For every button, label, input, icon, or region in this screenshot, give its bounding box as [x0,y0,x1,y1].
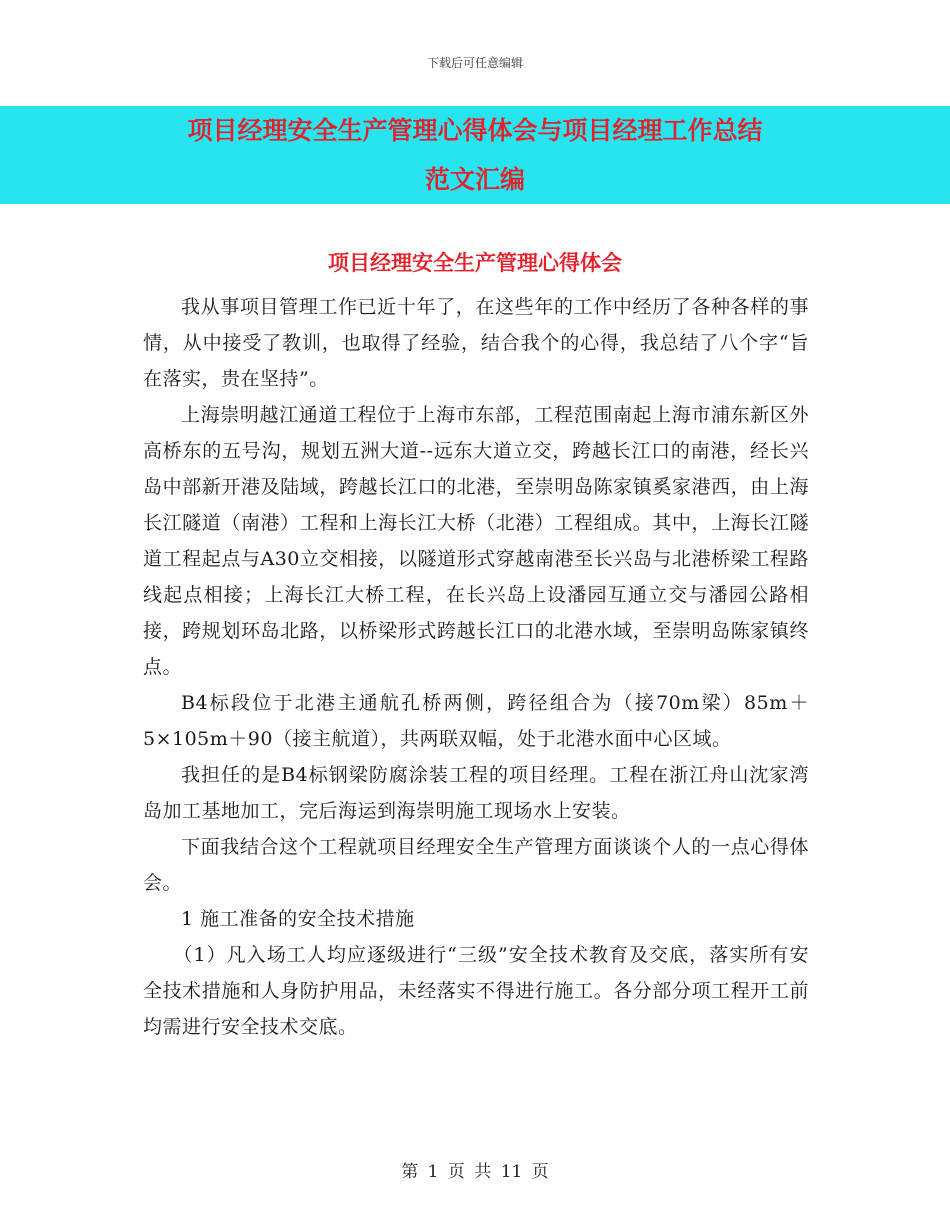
title-line-1-text: 项目经理安全生产管理心得体会与项目经理工作总结 [187,116,763,145]
section-heading: 项目经理安全生产管理心得体会 [328,251,622,275]
body-content [143,289,809,1045]
document-title [0,106,950,204]
subsection-heading: 1 施工准备的安全技术措施 [181,908,415,930]
paragraph-2: 上海崇明越江通道工程位于上海市东部，工程范围南起上海市浦东新区外高桥东的五号沟，规划五洲大道--远东大道立交，跨越长江口的南港，经长兴岛中部新开港及陆域，跨越长江口的北港，至崇明岛陈家镇奚家港西，由上海长江隧道（南港）工程和上海长江大桥（北港）工程组成。其中，上海长江隧道工程起点与A30立交相接，以隧道形式穿越南港至长兴岛与北港桥梁工程路线起点相接；上海长江大桥工程，在长兴岛上设潘园互通立交与潘园公路相接，跨规划环岛北路，以桥梁形式跨越长江口的北港水域，至崇明岛陈家镇终点。 [143,404,809,678]
header-note: 下载后可任意编辑 [426,56,523,70]
title-line-2-text: 范文汇编 [424,165,525,194]
paragraph-6: （1）凡入场工人均应逐级进行“三级”安全技术教育及交底，落实所有安全技术措施和人身防护用品，未经落实不得进行施工。各分部分项工程开工前均需进行安全技术交底。 [143,944,809,1038]
paragraph-3: B4标段位于北港主通航孔桥两侧，跨径组合为（接70m梁）85m＋5×105m＋90（接主航道），共两联双幅，处于北港水面中心区域。 [143,692,809,750]
paragraph-1: 我从事项目管理工作已近十年了，在这些年的工作中经历了各种各样的事情，从中接受了教训，也取得了经验，结合我个的心得，我总结了八个字“旨在落实，贵在坚持”。 [143,296,809,390]
document-title-line-2 [0,155,950,204]
document-title-line-1 [0,106,950,155]
paragraph-4: 我担任的是B4标钢梁防腐涂装工程的项目经理。工程在浙江舟山沈家湾岛加工基地加工，完后海运到海崇明施工现场水上安装。 [143,764,809,822]
paragraph-5: 下面我结合这个工程就项目经理安全生产管理方面谈谈个人的一点心得体会。 [143,836,809,894]
page-footer: 第 1 页 共 11 页 [401,1162,549,1182]
